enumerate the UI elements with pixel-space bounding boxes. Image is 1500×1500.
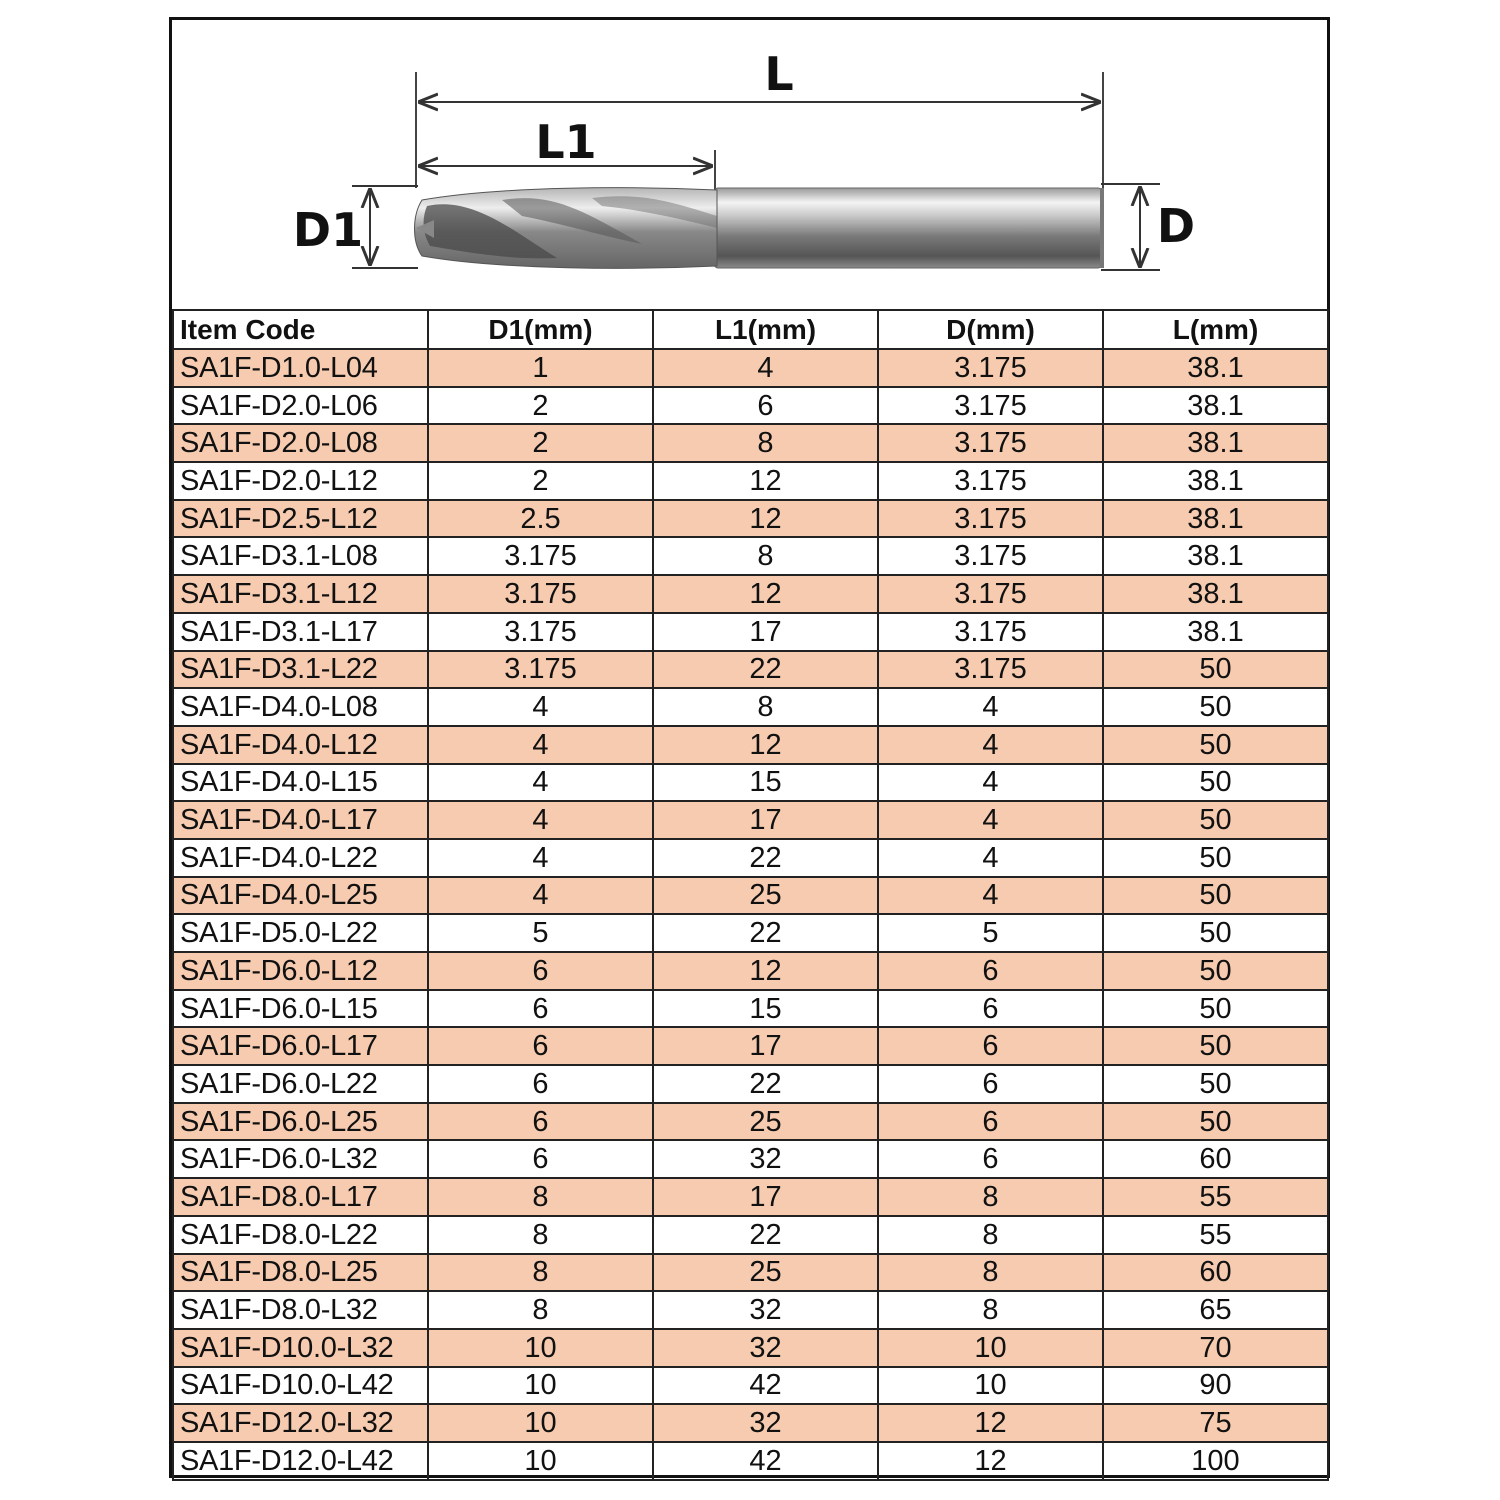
cell-l: 100 (1103, 1442, 1328, 1480)
cell-l: 50 (1103, 726, 1328, 764)
label-D1: D1 (292, 203, 364, 257)
header-item-code: Item Code (173, 310, 428, 349)
cell-item-code: SA1F-D6.0-L15 (173, 990, 428, 1028)
table-row (173, 914, 1328, 952)
cell-item-code: SA1F-D2.0-L12 (173, 462, 428, 500)
cell-item-code: SA1F-D6.0-L22 (173, 1065, 428, 1103)
cell-d1: 3.175 (428, 537, 653, 575)
cell-item-code: SA1F-D10.0-L42 (173, 1367, 428, 1405)
cell-l: 38.1 (1103, 424, 1328, 462)
table-row (173, 1140, 1328, 1178)
table-row (173, 387, 1328, 425)
dimension-L1 (418, 115, 713, 169)
table-row (173, 1027, 1328, 1065)
cell-d: 12 (878, 1404, 1103, 1442)
dimension-D (1101, 184, 1195, 270)
cell-d1: 10 (428, 1442, 653, 1480)
cell-d1: 8 (428, 1216, 653, 1254)
cell-d1: 6 (428, 1065, 653, 1103)
cell-d: 8 (878, 1291, 1103, 1329)
cell-d: 4 (878, 688, 1103, 726)
cell-d1: 6 (428, 1027, 653, 1065)
table-row (173, 801, 1328, 839)
cell-l1: 12 (653, 575, 878, 613)
cell-item-code: SA1F-D5.0-L22 (173, 914, 428, 952)
cell-d: 8 (878, 1254, 1103, 1292)
cell-d1: 6 (428, 1140, 653, 1178)
cell-l1: 42 (653, 1367, 878, 1405)
end-mill-tool (415, 188, 1105, 269)
cell-l: 50 (1103, 952, 1328, 990)
cell-l: 50 (1103, 914, 1328, 952)
table-row (173, 575, 1328, 613)
table-row (173, 1065, 1328, 1103)
cell-l1: 22 (653, 1216, 878, 1254)
table-row (173, 424, 1328, 462)
cell-item-code: SA1F-D2.0-L08 (173, 424, 428, 462)
cell-d: 4 (878, 801, 1103, 839)
table-body (173, 349, 1328, 1480)
cell-d: 4 (878, 764, 1103, 802)
table-row (173, 764, 1328, 802)
label-D: D (1156, 199, 1196, 253)
cell-l1: 15 (653, 764, 878, 802)
cell-d: 4 (878, 839, 1103, 877)
cell-item-code: SA1F-D8.0-L25 (173, 1254, 428, 1292)
cell-l1: 25 (653, 877, 878, 915)
table-row (173, 877, 1328, 915)
cell-l: 50 (1103, 764, 1328, 802)
table-row (173, 1178, 1328, 1216)
cell-d: 3.175 (878, 537, 1103, 575)
cell-d1: 3.175 (428, 613, 653, 651)
cell-l1: 6 (653, 387, 878, 425)
cell-d1: 8 (428, 1254, 653, 1292)
cell-l: 55 (1103, 1178, 1328, 1216)
cell-item-code: SA1F-D10.0-L32 (173, 1329, 428, 1367)
cell-l: 50 (1103, 1103, 1328, 1141)
cell-item-code: SA1F-D2.5-L12 (173, 500, 428, 538)
table-row (173, 651, 1328, 689)
cell-item-code: SA1F-D8.0-L22 (173, 1216, 428, 1254)
cell-l: 55 (1103, 1216, 1328, 1254)
cell-d: 8 (878, 1178, 1103, 1216)
cell-item-code: SA1F-D12.0-L32 (173, 1404, 428, 1442)
cell-item-code: SA1F-D4.0-L08 (173, 688, 428, 726)
table-row (173, 1254, 1328, 1292)
cell-l1: 25 (653, 1254, 878, 1292)
table-row (173, 1216, 1328, 1254)
cell-l1: 25 (653, 1103, 878, 1141)
cell-d1: 10 (428, 1404, 653, 1442)
cell-d1: 6 (428, 990, 653, 1028)
cell-item-code: SA1F-D4.0-L12 (173, 726, 428, 764)
table-row (173, 688, 1328, 726)
dimension-D1 (293, 186, 418, 268)
cell-d: 3.175 (878, 462, 1103, 500)
cell-d1: 4 (428, 688, 653, 726)
cell-l1: 12 (653, 952, 878, 990)
header-d: D(mm) (878, 310, 1103, 349)
table-row (173, 537, 1328, 575)
table-row (173, 1404, 1328, 1442)
table-row (173, 349, 1328, 387)
cell-l: 50 (1103, 1065, 1328, 1103)
cell-l: 75 (1103, 1404, 1328, 1442)
cell-d1: 10 (428, 1329, 653, 1367)
header-d1: D1(mm) (428, 310, 653, 349)
cell-d1: 10 (428, 1367, 653, 1405)
table-row (173, 613, 1328, 651)
cell-l1: 17 (653, 613, 878, 651)
cell-l: 65 (1103, 1291, 1328, 1329)
table-row (173, 726, 1328, 764)
cell-l1: 32 (653, 1404, 878, 1442)
cell-d1: 4 (428, 839, 653, 877)
cell-l: 38.1 (1103, 500, 1328, 538)
cell-item-code: SA1F-D6.0-L32 (173, 1140, 428, 1178)
cell-l: 60 (1103, 1254, 1328, 1292)
cell-d1: 8 (428, 1291, 653, 1329)
cell-d1: 1 (428, 349, 653, 387)
cell-l: 50 (1103, 801, 1328, 839)
cell-d: 10 (878, 1329, 1103, 1367)
cell-l1: 8 (653, 424, 878, 462)
cell-l: 38.1 (1103, 613, 1328, 651)
cell-item-code: SA1F-D12.0-L42 (173, 1442, 428, 1480)
cell-d1: 4 (428, 764, 653, 802)
cell-d1: 2 (428, 424, 653, 462)
cell-l: 38.1 (1103, 387, 1328, 425)
table-row (173, 952, 1328, 990)
table-row (173, 1442, 1328, 1480)
cell-l: 50 (1103, 839, 1328, 877)
cell-l1: 17 (653, 1027, 878, 1065)
cell-d: 6 (878, 1103, 1103, 1141)
cell-l: 50 (1103, 688, 1328, 726)
cell-d: 3.175 (878, 575, 1103, 613)
cell-l1: 42 (653, 1442, 878, 1480)
dimension-L (418, 47, 1101, 102)
table-header-row (173, 310, 1328, 349)
spec-sheet (169, 17, 1330, 1478)
cell-d1: 6 (428, 952, 653, 990)
cell-l: 90 (1103, 1367, 1328, 1405)
cell-d: 4 (878, 726, 1103, 764)
header-l: L(mm) (1103, 310, 1328, 349)
cell-l1: 22 (653, 839, 878, 877)
cell-d: 12 (878, 1442, 1103, 1480)
cell-l1: 32 (653, 1140, 878, 1178)
table-row (173, 1103, 1328, 1141)
table-row (173, 500, 1328, 538)
cell-item-code: SA1F-D3.1-L17 (173, 613, 428, 651)
cell-l: 50 (1103, 651, 1328, 689)
cell-d1: 2 (428, 387, 653, 425)
spec-table (172, 309, 1329, 1481)
cell-l: 70 (1103, 1329, 1328, 1367)
cell-d: 6 (878, 990, 1103, 1028)
cell-item-code: SA1F-D4.0-L22 (173, 839, 428, 877)
cell-item-code: SA1F-D3.1-L12 (173, 575, 428, 613)
table-row (173, 990, 1328, 1028)
cell-d1: 4 (428, 801, 653, 839)
cell-item-code: SA1F-D6.0-L12 (173, 952, 428, 990)
cell-d1: 3.175 (428, 575, 653, 613)
cell-l1: 4 (653, 349, 878, 387)
cell-l1: 17 (653, 801, 878, 839)
table-row (173, 1329, 1328, 1367)
cell-l1: 12 (653, 726, 878, 764)
cell-l: 38.1 (1103, 349, 1328, 387)
cell-item-code: SA1F-D6.0-L25 (173, 1103, 428, 1141)
cell-l1: 22 (653, 651, 878, 689)
cell-d: 3.175 (878, 424, 1103, 462)
cell-l1: 17 (653, 1178, 878, 1216)
cell-d: 6 (878, 952, 1103, 990)
cell-l: 38.1 (1103, 575, 1328, 613)
cell-l1: 22 (653, 914, 878, 952)
cell-d: 3.175 (878, 387, 1103, 425)
extension-lines (416, 72, 1103, 190)
cell-l1: 32 (653, 1329, 878, 1367)
cell-d: 6 (878, 1065, 1103, 1103)
cell-d: 3.175 (878, 500, 1103, 538)
cell-d1: 2 (428, 462, 653, 500)
cell-d: 6 (878, 1140, 1103, 1178)
cell-item-code: SA1F-D2.0-L06 (173, 387, 428, 425)
label-L1: L1 (535, 115, 597, 169)
cell-d1: 4 (428, 726, 653, 764)
cell-item-code: SA1F-D3.1-L22 (173, 651, 428, 689)
cell-d: 3.175 (878, 349, 1103, 387)
cell-l: 38.1 (1103, 462, 1328, 500)
table-row (173, 462, 1328, 500)
cell-d: 10 (878, 1367, 1103, 1405)
cell-l: 50 (1103, 877, 1328, 915)
cell-item-code: SA1F-D8.0-L17 (173, 1178, 428, 1216)
cell-d1: 8 (428, 1178, 653, 1216)
cell-l: 60 (1103, 1140, 1328, 1178)
cell-d: 4 (878, 877, 1103, 915)
cell-item-code: SA1F-D4.0-L17 (173, 801, 428, 839)
cell-l: 50 (1103, 990, 1328, 1028)
label-L: L (764, 47, 794, 101)
table-row (173, 839, 1328, 877)
table-row (173, 1291, 1328, 1329)
cell-item-code: SA1F-D6.0-L17 (173, 1027, 428, 1065)
cell-d1: 6 (428, 1103, 653, 1141)
cell-l1: 8 (653, 688, 878, 726)
cell-l1: 15 (653, 990, 878, 1028)
cell-l: 50 (1103, 1027, 1328, 1065)
cell-l1: 8 (653, 537, 878, 575)
cell-l1: 12 (653, 500, 878, 538)
cell-d: 3.175 (878, 613, 1103, 651)
cell-d1: 5 (428, 914, 653, 952)
cell-d1: 3.175 (428, 651, 653, 689)
cell-d: 3.175 (878, 651, 1103, 689)
cell-d: 6 (878, 1027, 1103, 1065)
cell-l: 38.1 (1103, 537, 1328, 575)
header-l1: L1(mm) (653, 310, 878, 349)
end-mill-diagram (172, 20, 1327, 310)
cell-item-code: SA1F-D8.0-L32 (173, 1291, 428, 1329)
cell-l1: 32 (653, 1291, 878, 1329)
cell-l1: 12 (653, 462, 878, 500)
cell-item-code: SA1F-D1.0-L04 (173, 349, 428, 387)
cell-item-code: SA1F-D4.0-L25 (173, 877, 428, 915)
cell-l1: 22 (653, 1065, 878, 1103)
cell-d: 8 (878, 1216, 1103, 1254)
cell-d1: 2.5 (428, 500, 653, 538)
cell-item-code: SA1F-D3.1-L08 (173, 537, 428, 575)
table-row (173, 1367, 1328, 1405)
cell-d: 5 (878, 914, 1103, 952)
cell-d1: 4 (428, 877, 653, 915)
cell-item-code: SA1F-D4.0-L15 (173, 764, 428, 802)
